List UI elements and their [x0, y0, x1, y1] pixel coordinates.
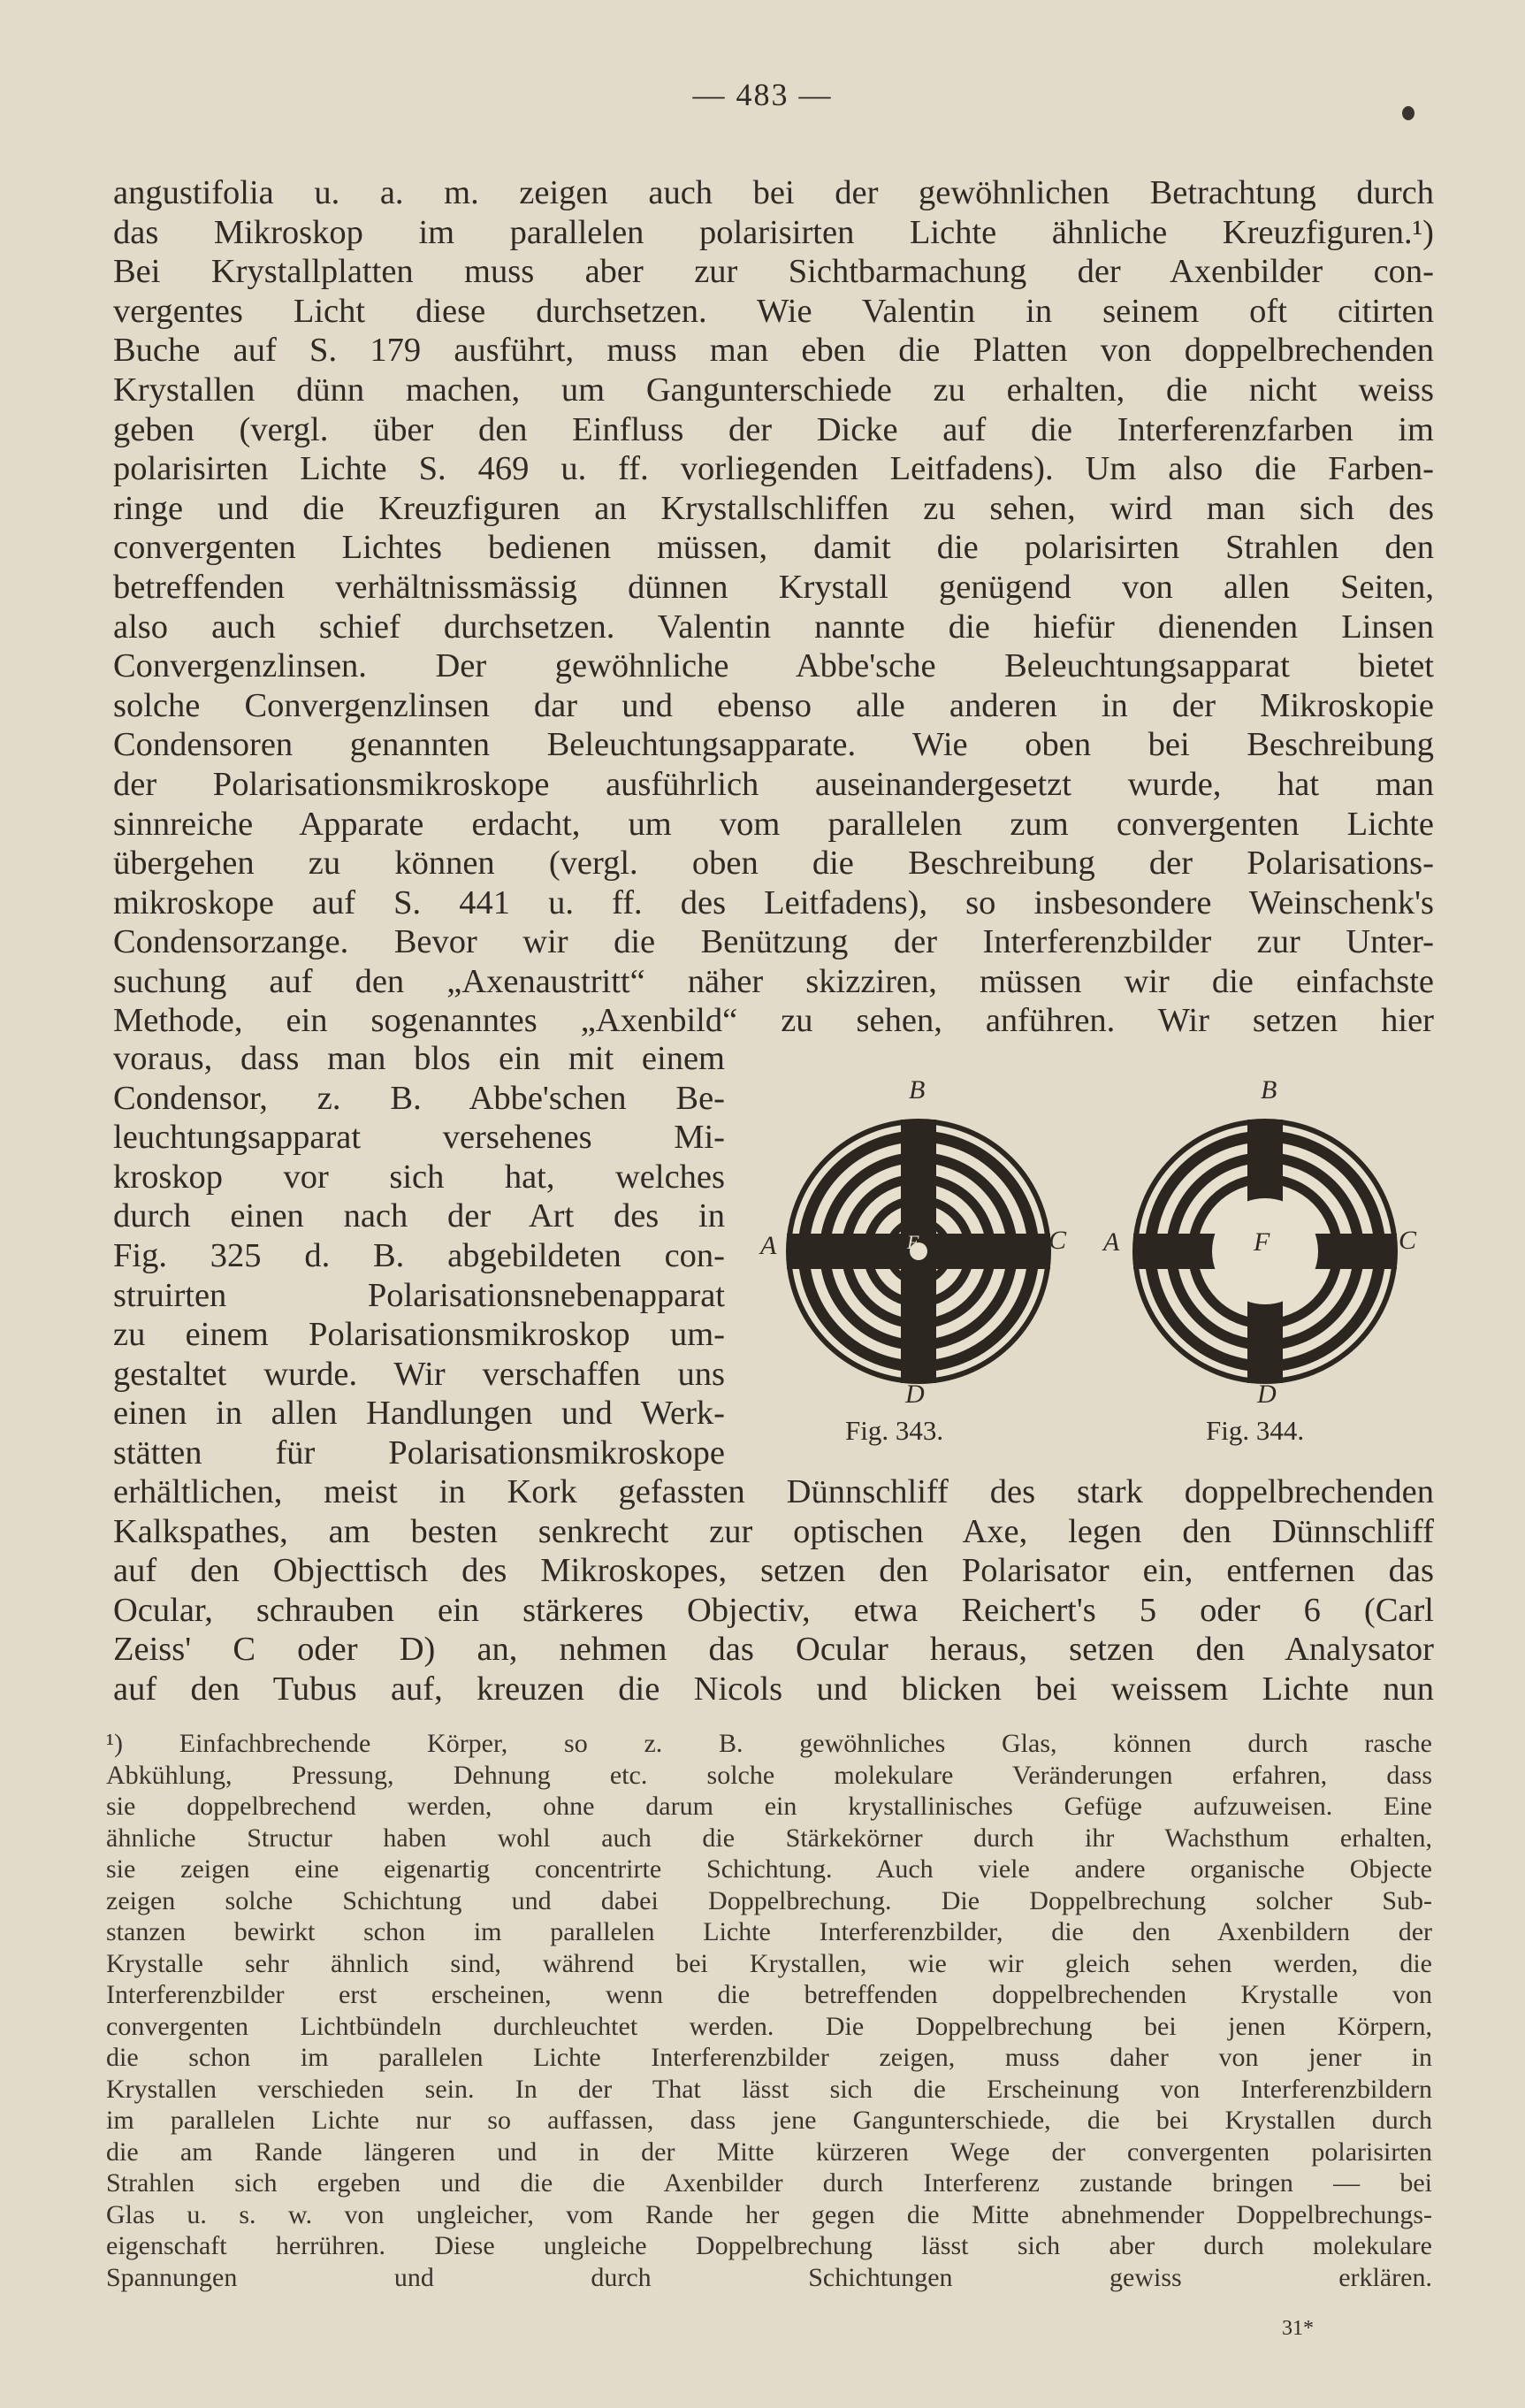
- text-line: Zeiss' C oder D) an, nehmen das Ocular heraus, setzen den Analysator: [113, 1631, 1434, 1669]
- text-line: Kalkspathes, am besten senkrecht zur optischen Axe, legen den Dünnschliff: [113, 1512, 1434, 1550]
- text-line: Krystallen dünn machen, um Gangunterschiede zu erhalten, die nicht weiss: [113, 371, 1434, 409]
- ink-mark: [1402, 106, 1414, 120]
- figure-344-label-a: A: [1103, 1227, 1120, 1257]
- footnote-line: Krystalle sehr ähnlich sind, während bei Krystallen, wie wir gleich sehen werden, die: [106, 1948, 1432, 1978]
- footnote-line: Krystallen verschieden sein. In der That lässt sich die Erscheinung von Interferenzbildern: [106, 2074, 1432, 2104]
- footnote-line: die am Rande längeren und in der Mitte kürzeren Wege der convergenten polarisirten: [106, 2137, 1432, 2167]
- figure-343: [760, 1075, 1067, 1446]
- footnote-line: sie zeigen eine eigenartig concentrirte Schichtung. Auch viele andere organische Objecte: [106, 1854, 1432, 1884]
- text-line: Fig. 325 d. B. abgebildeten con-: [113, 1236, 725, 1274]
- text-line: der Polarisationsmikroskope ausführlich auseinandergesetzt wurde, hat man: [113, 765, 1434, 803]
- text-line: auf den Tubus auf, kreuzen die Nicols und blicken bei weissem Lichte nun: [113, 1670, 1434, 1708]
- footnote-line: Strahlen sich ergeben und die die Axenbilder durch Interferenz zustande bringen — bei: [106, 2168, 1432, 2198]
- text-line: ringe und die Kreuzfiguren an Krystallschliffen zu sehen, wird man sich des: [113, 489, 1434, 527]
- footnote-line: Glas u. s. w. von ungleicher, vom Rande her gegen die Mitte abnehmender Doppelbrechungs-: [106, 2199, 1432, 2229]
- text-line: voraus, dass man blos ein mit einem: [113, 1040, 725, 1077]
- footnote-line: eigenschaft herrühren. Diese ungleiche Doppelbrechung lässt sich aber durch molekulare: [106, 2231, 1432, 2260]
- text-line: polarisirten Lichte S. 469 u. ff. vorliegenden Leitfadens). Um also die Farben-: [113, 450, 1434, 488]
- text-line: Condensorzange. Bevor wir die Benützung der Interferenzbilder zur Unter-: [113, 923, 1434, 961]
- text-line: angustifolia u. a. m. zeigen auch bei der gewöhnlichen Betrachtung durch: [113, 174, 1434, 211]
- footnote-line: stanzen bewirkt schon im parallelen Lichte Interferenzbilder, die den Axenbildern der: [106, 1917, 1432, 1946]
- page-number: — 483 —: [692, 77, 833, 112]
- figure-343-label-a: A: [760, 1231, 777, 1260]
- text-line: sinnreiche Apparate erdacht, um vom parallelen zum convergenten Lichte: [113, 805, 1434, 843]
- figure-343-label-d: D: [905, 1380, 925, 1409]
- text-line: stätten für Polarisationsmikroskope: [113, 1433, 725, 1472]
- footnote-line: Interferenzbilder erst erscheinen, wenn die betreffenden doppelbrechenden Krystalle von: [106, 1980, 1432, 2009]
- text-line: einen in allen Handlungen und Werk-: [113, 1395, 725, 1433]
- text-line: convergenten Lichtes bedienen müssen, damit die polarisirten Strahlen den: [113, 529, 1434, 567]
- footnote-line: ähnliche Structur haben wohl auch die Stärkekörner durch ihr Wachsthum erhalten,: [106, 1823, 1432, 1853]
- text-line: auf den Objecttisch des Mikroskopes, setzen den Polarisator ein, entfernen das: [113, 1552, 1434, 1590]
- text-line: vergentes Licht diese durchsetzen. Wie Valentin in seinem oft citirten: [113, 292, 1434, 330]
- footnote-line: sie doppelbrechend werden, ohne darum ein krystallinisches Gefüge aufzuweisen. Eine: [106, 1792, 1432, 1821]
- footnotes: [106, 1728, 1432, 2293]
- text-line: mikroskope auf S. 441 u. ff. des Leitfadens), so insbesondere Weinschenk's: [113, 883, 1434, 921]
- text-line: das Mikroskop im parallelen polarisirten Lichte ähnliche Kreuzfiguren.¹): [113, 213, 1434, 251]
- text-line: Buche auf S. 179 ausführt, muss man eben die Platten von doppelbrechenden: [113, 332, 1434, 370]
- figure-344-label-d: D: [1257, 1380, 1277, 1409]
- text-line: Condensoren genannten Beleuchtungsapparate. Wie oben bei Beschreibung: [113, 726, 1434, 764]
- sheet-signature: 31*: [1282, 2317, 1314, 2340]
- figure-343-label-b: B: [909, 1075, 926, 1105]
- text-line: suchung auf den „Axenaustritt“ näher skizziren, müssen wir die einfachste: [113, 962, 1434, 1000]
- text-line: gestaltet wurde. Wir verschaffen uns: [113, 1355, 725, 1393]
- text-line: leuchtungsapparat versehenes Mi-: [113, 1119, 725, 1157]
- footnote-line: Spannungen und durch Schichtungen gewiss erklären.: [106, 2262, 1432, 2292]
- footnote-line: die schon im parallelen Lichte Interferenzbilder zeigen, muss daher von jener in: [106, 2043, 1432, 2072]
- text-line: betreffenden verhältnissmässig dünnen Krystall genügend von allen Seiten,: [113, 568, 1434, 606]
- footnote-line: Abkühlung, Pressung, Dehnung etc. solche molekulare Veränderungen erfahren, dass: [106, 1760, 1432, 1790]
- text-line: durch einen nach der Art des in: [113, 1197, 725, 1235]
- text-line: kroskop vor sich hat, welches: [113, 1158, 725, 1196]
- text-line: Bei Krystallplatten muss aber zur Sichtbarmachung der Axenbilder con-: [113, 253, 1434, 291]
- text-line: erhältlichen, meist in Kork gefassten Dünnschliff des stark doppelbrechenden: [113, 1473, 1434, 1510]
- figure-344-label-b: B: [1261, 1075, 1277, 1105]
- figure-344: [1103, 1075, 1417, 1446]
- footnote-line: convergenten Lichtbündeln durchleuchtet werden. Die Doppelbrechung bei jenen Körpern,: [106, 2011, 1432, 2041]
- figure-344-label-c: C: [1399, 1226, 1417, 1255]
- text-line: zu einem Polarisationsmikroskop um-: [113, 1316, 725, 1354]
- body-text-beside-figures: [113, 1039, 725, 1473]
- text-line: also auch schief durchsetzen. Valentin nannte die hiefür dienenden Linsen: [113, 608, 1434, 646]
- text-line: Convergenzlinsen. Der gewöhnliche Abbe'sche Beleuchtungsapparat bietet: [113, 647, 1434, 685]
- footnote-line: im parallelen Lichte nur so auffassen, dass jene Gangunterschiede, die bei Krystallen durch: [106, 2106, 1432, 2135]
- footnote-line: ¹) Einfachbrechende Körper, so z. B. gewöhnliches Glas, können durch rasche: [106, 1729, 1432, 1758]
- text-line: Methode, ein sogenanntes „Axenbild“ zu sehen, anführen. Wir setzen hier: [113, 1002, 1434, 1040]
- body-text-bottom: [113, 1472, 1434, 1709]
- figure-343-caption: Fig. 343.: [845, 1415, 944, 1446]
- figure-344-label-f: F: [1254, 1227, 1270, 1257]
- text-line: struirten Polarisationsnebenapparat: [113, 1276, 725, 1314]
- figure-343-label-c: C: [1048, 1226, 1067, 1255]
- text-line: Condensor, z. B. Abbe'schen Be-: [113, 1079, 725, 1117]
- text-line: Ocular, schrauben ein stärkeres Objectiv, etwa Reichert's 5 oder 6 (Carl: [113, 1591, 1434, 1629]
- text-line: solche Convergenzlinsen dar und ebenso alle anderen in der Mikroskopie: [113, 686, 1434, 724]
- text-line: übergehen zu können (vergl. oben die Beschreibung der Polarisations-: [113, 845, 1434, 883]
- figure-343-label-f: F: [907, 1231, 919, 1253]
- footnote-line: zeigen solche Schichtung und dabei Doppelbrechung. Die Doppelbrechung solcher Sub-: [106, 1885, 1432, 1915]
- figure-344-caption: Fig. 344.: [1206, 1415, 1305, 1446]
- body-text-top: [113, 173, 1434, 1041]
- text-line: geben (vergl. über den Einfluss der Dicke auf die Interferenzfarben im: [113, 410, 1434, 448]
